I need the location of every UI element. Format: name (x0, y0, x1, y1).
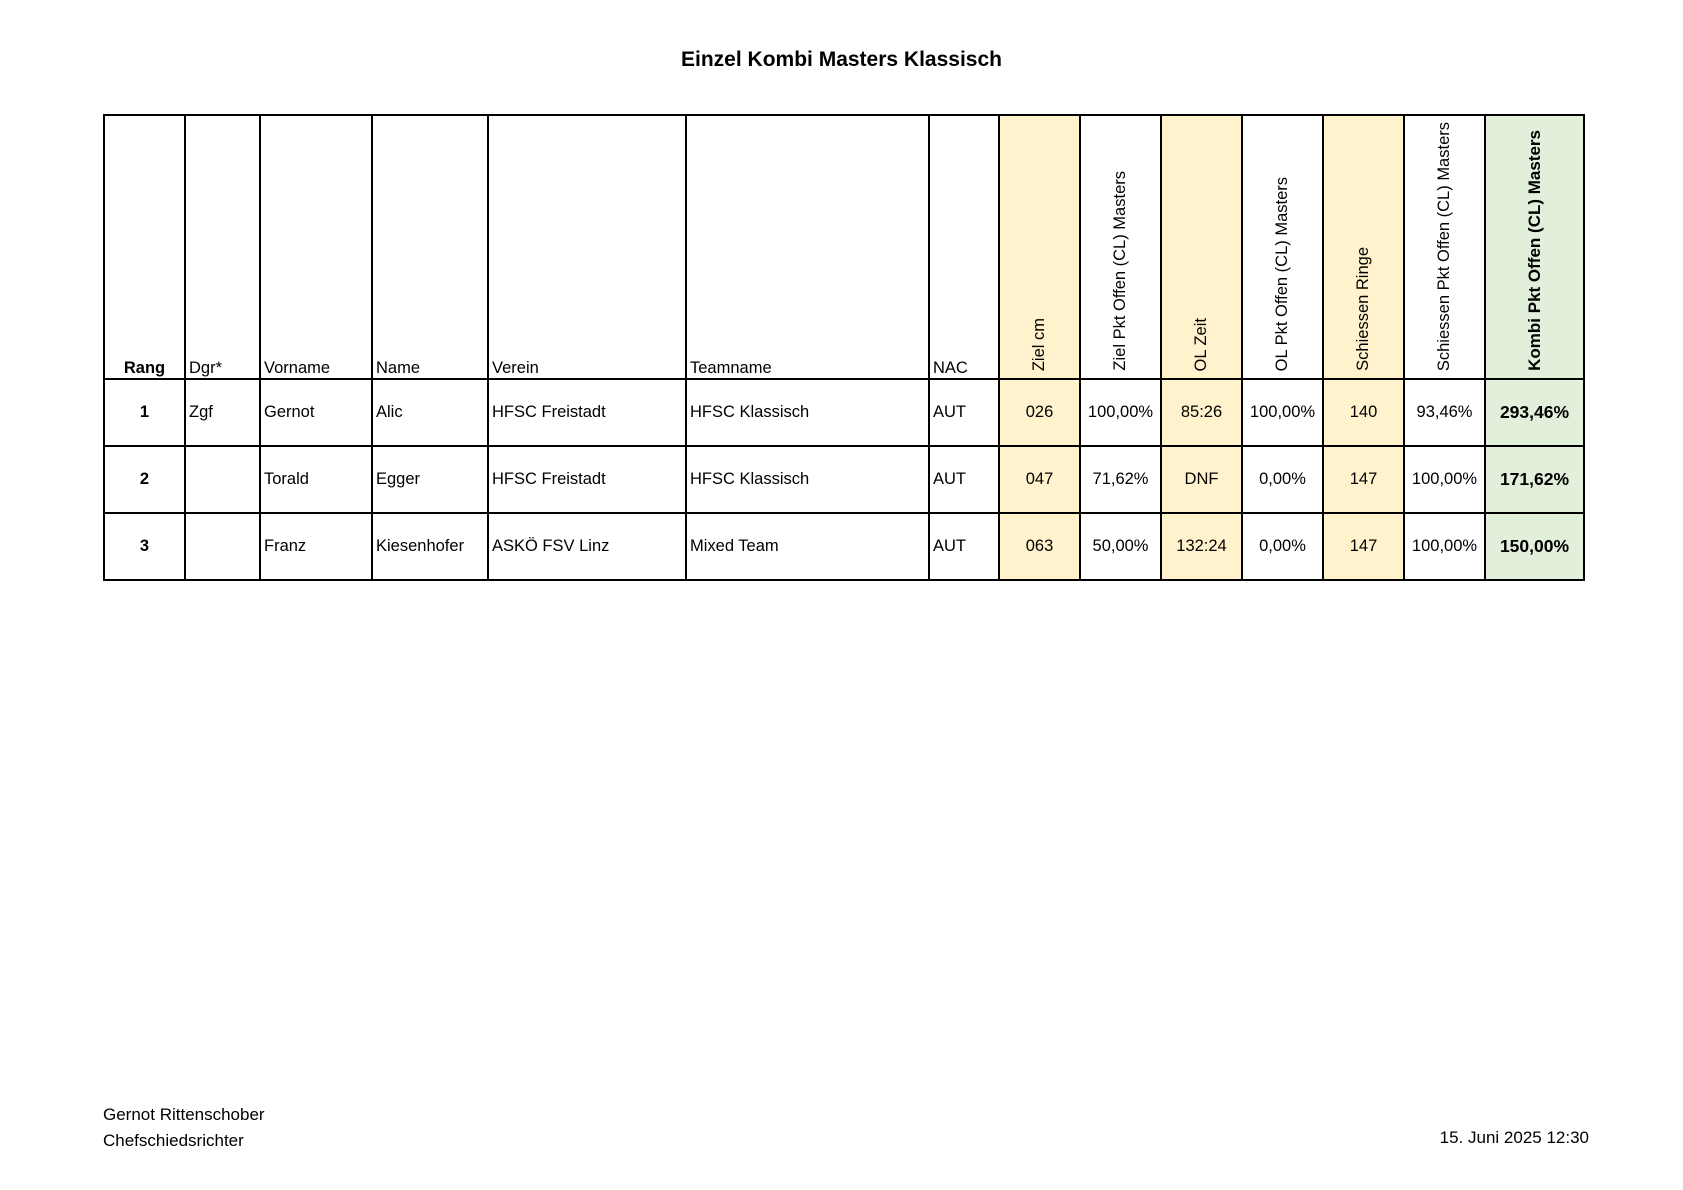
table-row (104, 379, 1584, 446)
cell-schiessen-ringe: 147 (1323, 513, 1404, 580)
cell-nac: AUT (929, 513, 999, 580)
header-row (104, 115, 1584, 379)
results-table (103, 114, 1585, 581)
col-header-vorname: Vorname (260, 115, 372, 379)
col-header-ziel-cm-label: Ziel cm (1030, 317, 1048, 371)
cell-ol-pkt: 0,00% (1242, 446, 1323, 513)
cell-dgr: Zgf (185, 379, 260, 446)
cell-teamname: HFSC Klassisch (686, 446, 929, 513)
col-header-name: Name (372, 115, 488, 379)
col-header-schiessen-pkt-label: Schiessen Pkt Offen (CL) Masters (1435, 121, 1453, 371)
cell-verein: HFSC Freistadt (488, 379, 686, 446)
cell-ziel-cm: 026 (999, 379, 1080, 446)
cell-kombi-pkt: 150,00% (1485, 513, 1584, 580)
cell-ziel-pkt: 100,00% (1080, 379, 1161, 446)
cell-verein: ASKÖ FSV Linz (488, 513, 686, 580)
cell-rang: 3 (104, 513, 185, 580)
col-header-kombi-pkt-label: Kombi Pkt Offen (CL) Masters (1524, 130, 1544, 371)
col-header-ziel-pkt-label: Ziel Pkt Offen (CL) Masters (1111, 171, 1129, 371)
cell-nac: AUT (929, 446, 999, 513)
cell-ol-zeit: 132:24 (1161, 513, 1242, 580)
cell-name: Egger (372, 446, 488, 513)
cell-ziel-cm: 063 (999, 513, 1080, 580)
col-header-ol-pkt-label: OL Pkt Offen (CL) Masters (1273, 176, 1291, 371)
cell-ol-zeit: 85:26 (1161, 379, 1242, 446)
col-header-verein: Verein (488, 115, 686, 379)
referee-role: Chefschiedsrichter (103, 1131, 244, 1150)
cell-ziel-cm: 047 (999, 446, 1080, 513)
cell-schiessen-pkt: 100,00% (1404, 446, 1485, 513)
col-header-kombi-pkt (1485, 115, 1584, 379)
cell-schiessen-pkt: 93,46% (1404, 379, 1485, 446)
cell-name: Kiesenhofer (372, 513, 488, 580)
col-header-nac: NAC (929, 115, 999, 379)
cell-ol-zeit: DNF (1161, 446, 1242, 513)
cell-schiessen-ringe: 147 (1323, 446, 1404, 513)
col-header-ol-zeit-label: OL Zeit (1192, 317, 1210, 371)
cell-vorname: Torald (260, 446, 372, 513)
col-header-rang: Rang (104, 115, 185, 379)
cell-kombi-pkt: 171,62% (1485, 446, 1584, 513)
cell-teamname: Mixed Team (686, 513, 929, 580)
referee-name: Gernot Rittenschober (103, 1105, 265, 1124)
col-header-schiessen-pkt (1404, 115, 1485, 379)
cell-ol-pkt: 0,00% (1242, 513, 1323, 580)
cell-ol-pkt: 100,00% (1242, 379, 1323, 446)
cell-schiessen-ringe: 140 (1323, 379, 1404, 446)
col-header-ol-pkt (1242, 115, 1323, 379)
cell-vorname: Franz (260, 513, 372, 580)
col-header-schiessen-ringe-label: Schiessen Ringe (1354, 247, 1372, 371)
cell-ziel-pkt: 50,00% (1080, 513, 1161, 580)
cell-ziel-pkt: 71,62% (1080, 446, 1161, 513)
col-header-ziel-cm (999, 115, 1080, 379)
cell-verein: HFSC Freistadt (488, 446, 686, 513)
cell-kombi-pkt: 293,46% (1485, 379, 1584, 446)
col-header-dgr: Dgr* (185, 115, 260, 379)
cell-rang: 2 (104, 446, 185, 513)
cell-teamname: HFSC Klassisch (686, 379, 929, 446)
col-header-schiessen-ringe (1323, 115, 1404, 379)
col-header-ol-zeit (1161, 115, 1242, 379)
print-datetime: 15. Juni 2025 12:30 (1439, 1128, 1589, 1147)
cell-rang: 1 (104, 379, 185, 446)
page-title: Einzel Kombi Masters Klassisch (681, 48, 1002, 71)
cell-vorname: Gernot (260, 379, 372, 446)
table-row (104, 513, 1584, 580)
table-row (104, 446, 1584, 513)
cell-dgr (185, 446, 260, 513)
cell-name: Alic (372, 379, 488, 446)
col-header-teamname: Teamname (686, 115, 929, 379)
cell-dgr (185, 513, 260, 580)
col-header-ziel-pkt (1080, 115, 1161, 379)
cell-schiessen-pkt: 100,00% (1404, 513, 1485, 580)
cell-nac: AUT (929, 379, 999, 446)
signature-block (103, 1102, 265, 1154)
